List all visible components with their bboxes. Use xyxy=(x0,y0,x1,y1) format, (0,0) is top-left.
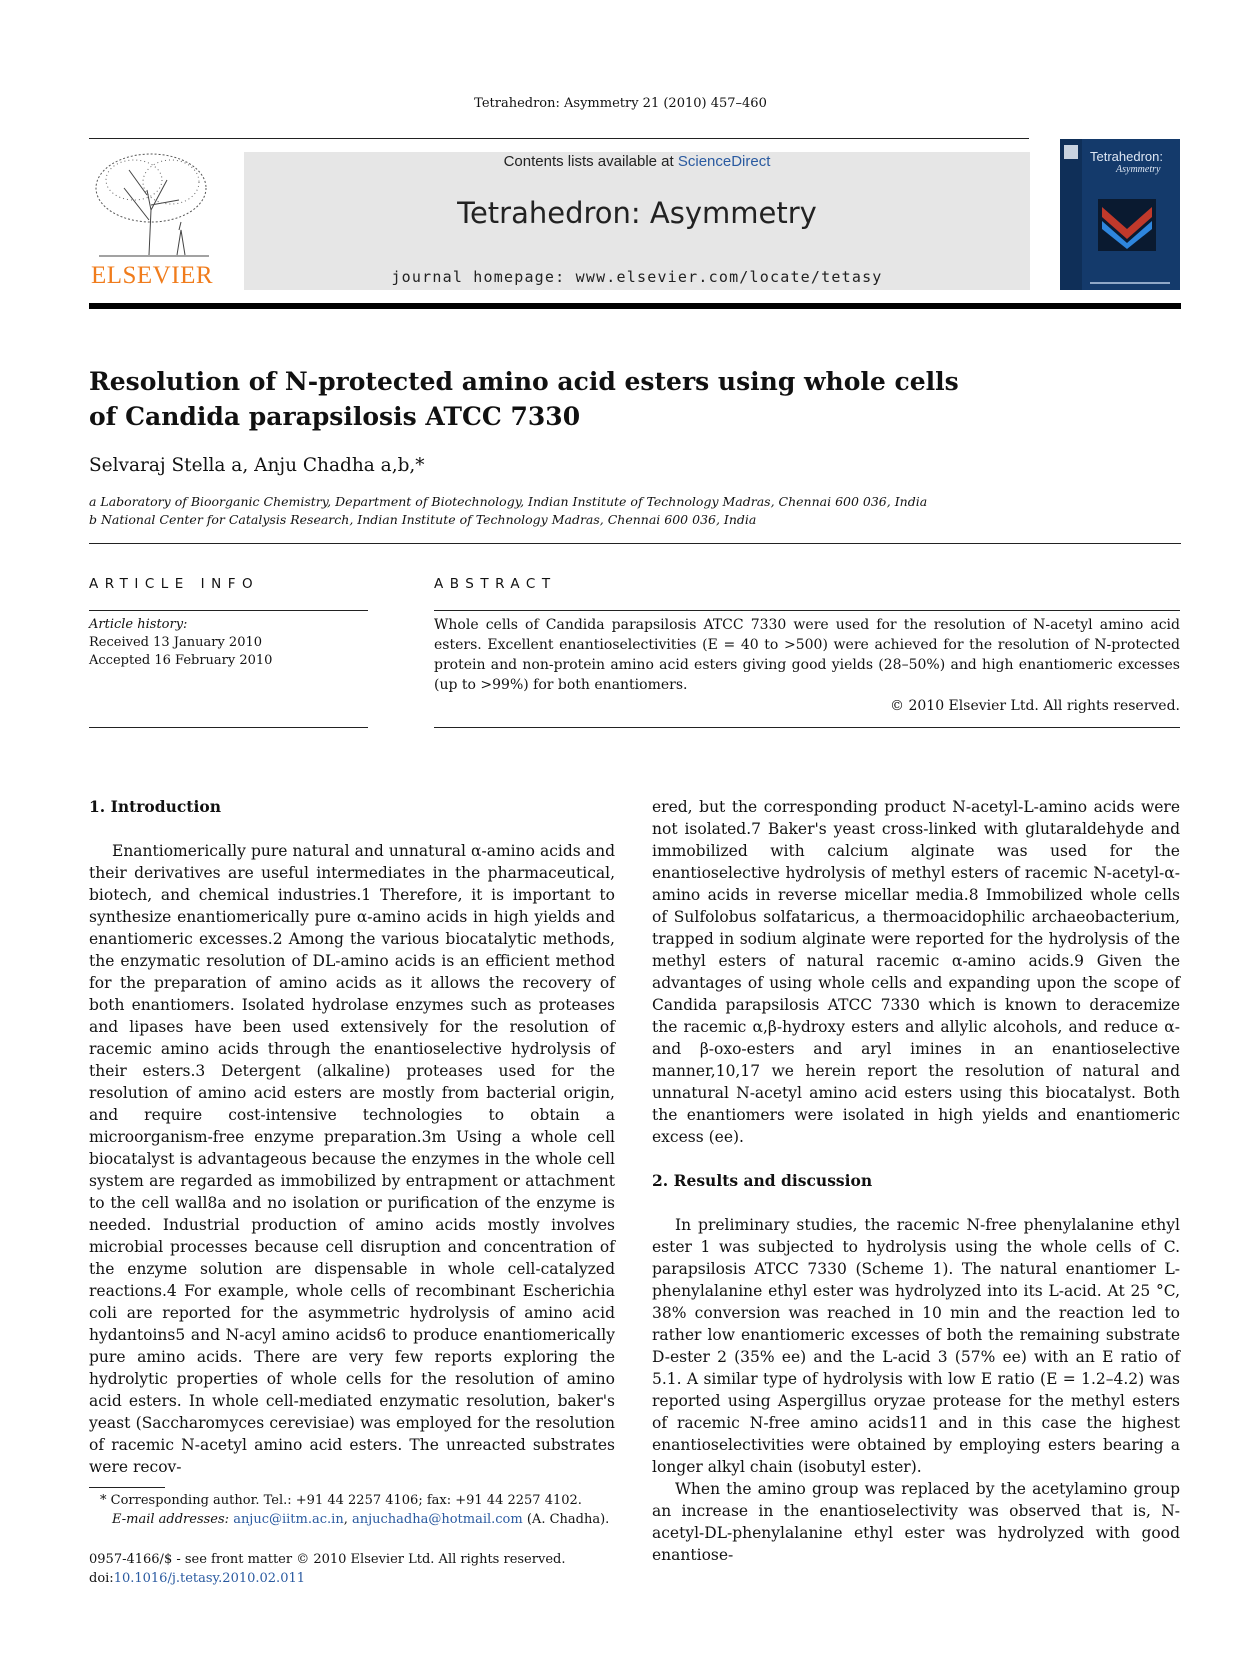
introduction-paragraph: Enantiomerically pure natural and unnatural α-amino acids and their derivatives are useful intermediates in the pharmaceutical, biotech, and chemical industries.1 Therefore, it is important to synthesize enantiomerically pure α-amino acids in high yields and enantiomeric excesses.2 Among the various biocatalytic methods, the enzymatic resolution of DL-amino acids is an efficient method for the preparation of amino acids as it allows the recovery of both enantiomers. Isolated hydrolase enzymes such as proteases and lipases have been used extensively for the resolution of racemic amino acids through the enantioselective hydrolysis of their esters.3 Detergent (alkaline) proteases used for the resolution of amino acid esters are mostly from bacterial origin, and require cost-intensive technologies to obtain a microorganism-free enzyme preparation.3m Using a whole cell biocatalyst is advantageous because the enzymes in the whole cell system are regarded as immobilized by entrapment or attachment to the cell wall8a and no isolation or purification of the enzyme is needed. Industrial production of amino acids mostly involves microbial processes because cell disruption and concentration of the enzyme solution are dispensable in whole cell-catalyzed reactions.4 For example, whole cells of recombinant Escherichia coli are reported for the asymmetric hydrolysis of amino acid hydantoins5 and N-acyl amino acids6 to produce enantiomerically pure amino acids. There are very few reports exploring the hydrolytic properties of whole cells for the resolution of amino acid esters. In whole cell-mediated enzymatic resolution, baker's yeast (Saccharomyces cerevisiae) was employed for the resolution of racemic N-acetyl amino acid esters. The unreacted substrates were recov- xyxy=(89,842,615,1476)
cover-subtitle: Asymmetry xyxy=(1116,164,1161,175)
email-label: E-mail addresses: xyxy=(112,1512,230,1527)
affiliation-rule xyxy=(89,543,1181,544)
right-column xyxy=(652,796,1180,1566)
introduction-heading: 1. Introduction xyxy=(89,797,221,816)
contents-prefix: Contents lists available at xyxy=(503,153,674,170)
article-info-rule xyxy=(89,610,368,611)
results-paragraph-2: When the amino group was replaced by the acetylamino group an increase in the enantioselectivity was observed that is, N-acetyl-DL-phenylalanine ethyl ester was hydrolyzed with good enantiose- xyxy=(652,1480,1180,1564)
abstract-rule xyxy=(434,610,1180,611)
cover-graphic-icon xyxy=(1098,199,1156,251)
cover-title: Tetrahedron: xyxy=(1090,149,1163,164)
abstract-text: Whole cells of Candida parapsilosis ATCC 7330 were used for the resolution of N-acetyl amino acid esters. Excellent enantioselectivities (E = 40 to >500) were achieved for the resolution of N-protected protein and non-protein amino acid esters giving good yields (28–50%) and high enantiomeric excesses (up to >99%) for both enantiomers. xyxy=(434,617,1180,693)
title-line-1: Resolution of N-protected amino acid esters using whole cells xyxy=(89,367,959,396)
article-info-heading: ARTICLE INFO xyxy=(89,576,260,592)
corresponding-author-note: * Corresponding author. Tel.: +91 44 2257 4106; fax: +91 44 2257 4102. xyxy=(100,1493,582,1508)
heading-spacer xyxy=(89,818,615,840)
sciencedirect-link[interactable]: ScienceDirect xyxy=(677,153,771,170)
header-thick-rule xyxy=(89,303,1181,309)
doi-link[interactable]: 10.1016/j.tetasy.2010.02.011 xyxy=(113,1571,306,1586)
article-history-label: Article history: xyxy=(89,617,188,632)
left-column xyxy=(89,796,615,1478)
footnote-rule xyxy=(89,1487,165,1488)
article-info-bottom-rule xyxy=(89,727,368,728)
journal-cover[interactable] xyxy=(1060,139,1180,290)
received-date: Received 13 January 2010 xyxy=(89,635,263,650)
cover-spine xyxy=(1060,139,1082,290)
article-title xyxy=(89,364,1089,434)
abstract-bottom-rule xyxy=(434,727,1180,728)
results-paragraph-1: In preliminary studies, the racemic N-free phenylalanine ethyl ester 1 was subjected to hydrolysis using the whole cells of C. parapsilosis ATCC 7330 (Scheme 1). The natural enantiomer L-phenylalanine ethyl ester was hydrolyzed into its L-acid. At 25 °C, 38% conversion was reached in 10 min and the reaction led to rather low enantiomeric excesses of both the remaining substrate D-ester 2 (35% ee) and the L-acid 3 (57% ee) with an E ratio of 5.1. A similar type of hydrolysis with low E ratio (E = 1.2–4.2) was reported using Aspergillus oryzae protease for the methyl esters of racemic N-free amino acids11 and in this case the highest enantioselectivities were obtained by employing esters bearing a longer alkyl chain (isobutyl ester). xyxy=(652,1216,1180,1476)
section-spacer xyxy=(652,1148,1180,1170)
doi-label: doi: xyxy=(89,1571,114,1586)
authors: Selvaraj Stella a, Anju Chadha a,b,* xyxy=(89,455,425,476)
affiliation-b: b National Center for Catalysis Research, Indian Institute of Technology Madras, Chennai 600 036, India xyxy=(89,512,757,527)
header-rule xyxy=(89,138,1029,139)
elsevier-logo[interactable] xyxy=(89,150,215,290)
cover-rule xyxy=(1090,282,1170,284)
email-link-2[interactable]: anjuchadha@hotmail.com xyxy=(351,1512,523,1527)
journal-banner xyxy=(244,152,1030,290)
affiliation-a: a Laboratory of Bioorganic Chemistry, Department of Biotechnology, Indian Institute of Technology Madras, Chennai 600 036, India xyxy=(89,494,928,509)
tree-icon xyxy=(89,150,215,258)
journal-homepage[interactable]: journal homepage: www.elsevier.com/locate/tetasy xyxy=(391,268,883,286)
abstract-heading: ABSTRACT xyxy=(434,576,557,592)
journal-name: Tetrahedron: Asymmetry xyxy=(457,196,817,230)
introduction-continued: ered, but the corresponding product N-acetyl-L-amino acids were not isolated.7 Baker's yeast cross-linked with glutaraldehyde and immobilized with calcium alginate was used for the enantioselective hydrolysis of methyl esters of racemic N-acetyl-α-amino acids in reverse micellar media.8 Immobilized whole cells of Sulfolobus solfataricus, a thermoacidophilic archaeobacterium, trapped in sodium alginate were reported for the hydrolysis of the methyl esters of natural racemic α-amino acids.9 Given the advantages of using whole cells and expanding upon the scope of Candida parapsilosis ATCC 7330 which is known to deracemize the racemic α,β-hydroxy esters and allylic alcohols, and reduce α- and β-oxo-esters and aryl imines in an enantioselective manner,10,17 we herein report the resolution of natural and unnatural N-acetyl amino acid esters using this biocatalyst. Both the enantiomers were isolated in high yields and enantiomeric excess (ee). xyxy=(652,798,1180,1146)
elsevier-logo-text: ELSEVIER xyxy=(90,262,214,289)
cover-badge-icon xyxy=(1064,145,1078,159)
doi-line xyxy=(89,1570,649,1588)
title-line-2: of Candida parapsilosis ATCC 7330 xyxy=(89,402,581,431)
email-link-1[interactable]: anjuc@iitm.ac.in xyxy=(233,1512,344,1527)
journal-citation: Tetrahedron: Asymmetry 21 (2010) 457–460 xyxy=(474,96,767,111)
accepted-date: Accepted 16 February 2010 xyxy=(89,653,273,668)
email-suffix: (A. Chadha). xyxy=(526,1512,610,1527)
abstract-copyright: © 2010 Elsevier Ltd. All rights reserved. xyxy=(890,698,1180,714)
issn-line: 0957-4166/$ - see front matter © 2010 Elsevier Ltd. All rights reserved. xyxy=(89,1552,566,1567)
contents-line xyxy=(244,153,1030,170)
email-note: E-mail addresses: anjuc@iitm.ac.in, anjuchadha@hotmail.com (A. Chadha). xyxy=(112,1512,610,1527)
results-heading: 2. Results and discussion xyxy=(652,1171,873,1190)
heading-spacer-2 xyxy=(652,1192,1180,1214)
